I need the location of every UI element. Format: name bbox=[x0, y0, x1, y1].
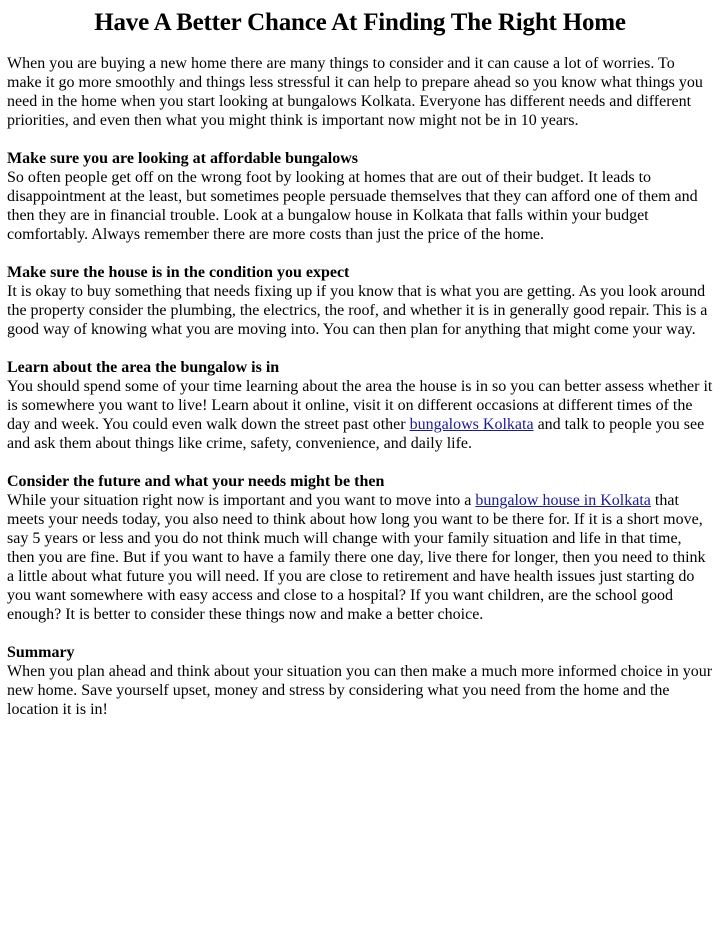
section-learn-area bbox=[7, 358, 713, 453]
section-heading: Learn about the area the bungalow is in bbox=[7, 359, 280, 376]
section-body bbox=[7, 491, 713, 624]
section-summary bbox=[7, 643, 713, 719]
section-heading: Consider the future and what your needs might be then bbox=[7, 473, 385, 490]
section-body-text: and talk to people you see and ask them about things like crime, safety, convenience, and daily life. bbox=[7, 416, 705, 452]
section-affordable-bungalows bbox=[7, 149, 713, 244]
section-body: So often people get off on the wrong foot by looking at homes that are out of their budget. It leads to disappointment at the least, but sometimes people persuade themselves that they can afford one of them and then they are in financial trouble. Look at a bungalow house in Kolkata that falls within your budget comfortably. Always remember there are more costs than just the price of the home. bbox=[7, 169, 698, 243]
section-body-text: You should spend some of your time learning about the area the house is in so you can better assess whether it is somewhere you want to live! Learn about it online, visit it on different occasions at different times of the day and week. You could even walk down the street past other bbox=[7, 378, 713, 433]
section-future-needs bbox=[7, 472, 713, 624]
bungalows-kolkata-link[interactable]: bungalows Kolkata bbox=[409, 416, 534, 433]
intro-paragraph: When you are buying a new home there are many things to consider and it can cause a lot of worries. To make it go more smoothly and things less stressful it can help to prepare ahead so you know what things you need in the home when you start looking at bungalows Kolkata. Everyone has different needs and different priorities, and even then what you might think is important now might not be in 10 years. bbox=[7, 55, 703, 129]
section-heading: Make sure you are looking at affordable bungalows bbox=[7, 150, 358, 167]
section-house-condition bbox=[7, 263, 713, 339]
section-body: When you plan ahead and think about your situation you can then make a much more informed choice in your new home. Save yourself upset, money and stress by considering what you need from the home and the location it is in! bbox=[7, 663, 713, 718]
section-body bbox=[7, 377, 713, 453]
page-title: Have A Better Chance At Finding The Right Home bbox=[94, 9, 626, 36]
section-body-text: While your situation right now is important and you want to move into a bbox=[7, 492, 476, 509]
document-page bbox=[7, 8, 713, 719]
section-heading: Summary bbox=[7, 644, 75, 661]
section-heading: Make sure the house is in the condition you expect bbox=[7, 264, 350, 281]
bungalow-house-in-kolkata-link[interactable]: bungalow house in Kolkata bbox=[475, 492, 651, 509]
section-body: It is okay to buy something that needs fixing up if you know that is what you are getting. As you look around the property consider the plumbing, the electrics, the roof, and whether it is in generally good repair. This is a good way of knowing what you are moving into. You can then plan for anything that might come your way. bbox=[7, 283, 708, 338]
section-body-text: that meets your needs today, you also need to think about how long you want to be there for. If it is a short move, say 5 years or less and you do not think much will change with your family situation and life in that time, then you are fine. But if you want to have a family there one day, live there for longer, then you need to think a little about what future you will need. If you are close to retirement and have health issues just starting do you want somewhere with easy access and close to a hospital? If you want children, are the school good enough? It is better to consider these things now and make a better choice. bbox=[7, 492, 706, 623]
